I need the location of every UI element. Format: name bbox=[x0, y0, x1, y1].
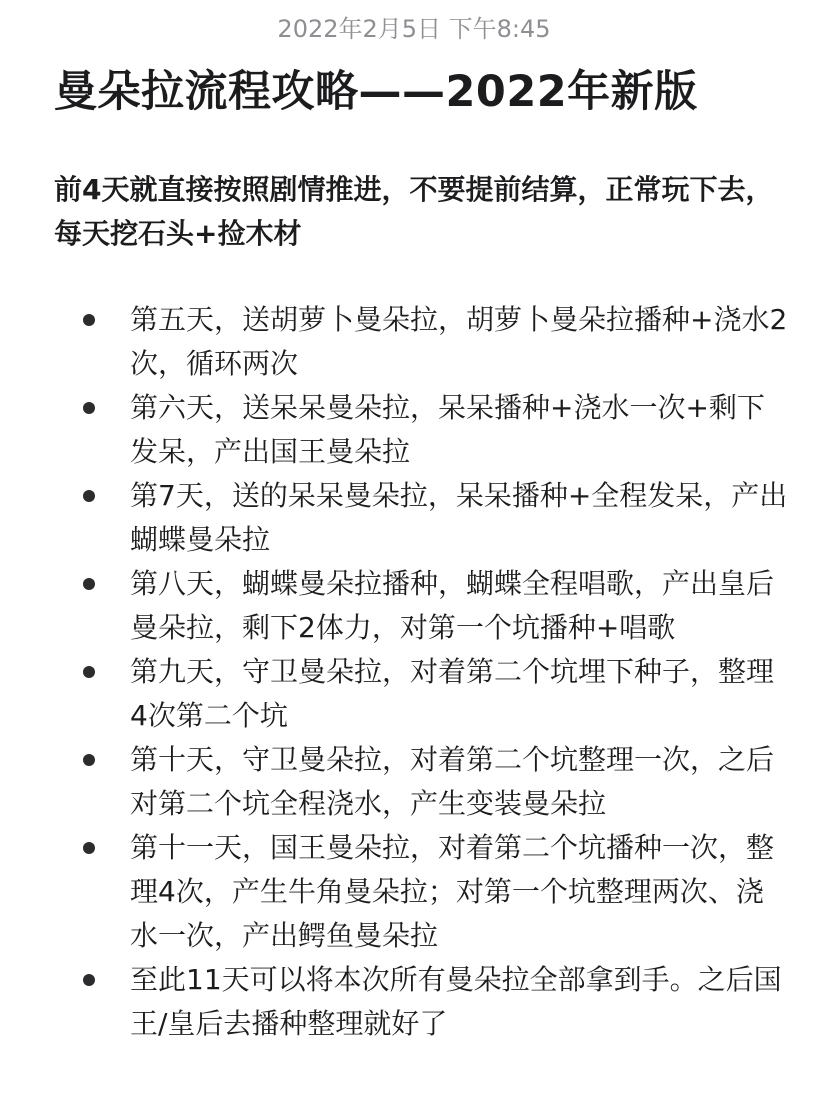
list-item bbox=[0, 738, 828, 826]
list-item-text: 第六天，送呆呆曼朵拉，呆呆播种+浇水一次+剩下发呆，产出国王曼朵拉 bbox=[130, 391, 765, 468]
list-item bbox=[0, 474, 828, 562]
list-item bbox=[0, 298, 828, 386]
bullet-icon bbox=[83, 666, 95, 678]
list-item-text: 第九天，守卫曼朵拉，对着第二个坑埋下种子，整理4次第二个坑 bbox=[130, 655, 775, 732]
list-item bbox=[0, 826, 828, 958]
list-item-text: 第十一天，国王曼朵拉，对着第二个坑播种一次，整理4次，产生牛角曼朵拉；对第一个坑整理两次、浇水一次，产出鳄鱼曼朵拉 bbox=[130, 831, 775, 952]
bullet-icon bbox=[83, 314, 95, 326]
list-item-text: 第7天，送的呆呆曼朵拉，呆呆播种+全程发呆，产出蝴蝶曼朵拉 bbox=[130, 479, 788, 556]
list-item-text: 第八天，蝴蝶曼朵拉播种，蝴蝶全程唱歌，产出皇后曼朵拉，剩下2体力，对第一个坑播种+唱歌 bbox=[130, 567, 775, 644]
list-item-text: 至此11天可以将本次所有曼朵拉全部拿到手。之后国王/皇后去播种整理就好了 bbox=[130, 963, 782, 1040]
bullet-icon bbox=[83, 490, 95, 502]
list-item bbox=[0, 562, 828, 650]
list-item-text: 第五天，送胡萝卜曼朵拉，胡萝卜曼朵拉播种+浇水2次，循环两次 bbox=[130, 303, 788, 380]
list-item bbox=[0, 958, 828, 1046]
note-intro: 前4天就直接按照剧情推进，不要提前结算，正常玩下去，每天挖石头+捡木材 bbox=[54, 173, 774, 250]
bullet-icon bbox=[83, 974, 95, 986]
steps-list bbox=[0, 298, 828, 1046]
bullet-icon bbox=[83, 842, 95, 854]
note-title: 曼朵拉流程攻略——2022年新版 bbox=[54, 67, 698, 117]
bullet-icon bbox=[83, 578, 95, 590]
list-item bbox=[0, 386, 828, 474]
bullet-icon bbox=[83, 754, 95, 766]
list-item-text: 第十天，守卫曼朵拉，对着第二个坑整理一次，之后对第二个坑全程浇水，产生变装曼朵拉 bbox=[130, 743, 775, 820]
list-item bbox=[0, 650, 828, 738]
bullet-icon bbox=[83, 402, 95, 414]
note-timestamp: 2022年2月5日 下午8:45 bbox=[277, 15, 551, 43]
